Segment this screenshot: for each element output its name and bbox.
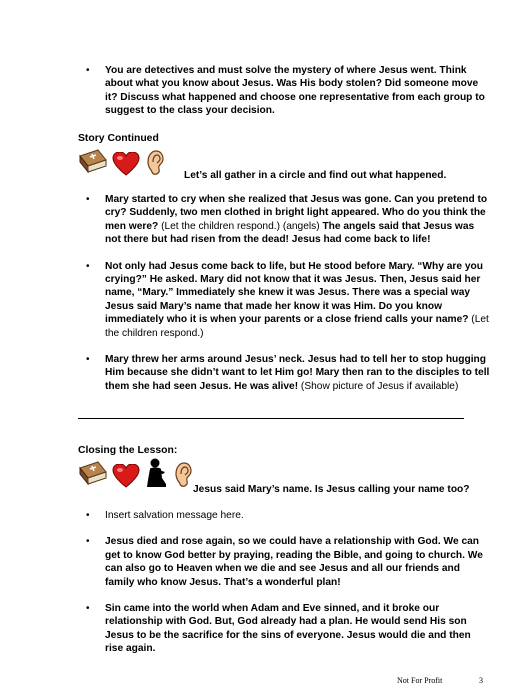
closing-bullet-list	[78, 509, 490, 656]
list-item	[78, 535, 490, 589]
bullet-bold-text: Sin came into the world when Adam and Eve sinned, and it broke our relationship with God. But, God already had a plan. He would send His son Jesus to be the sacrifice for the sins of everyone. Jesus would die and then rise again.	[105, 603, 471, 655]
section-divider	[78, 418, 464, 419]
bible-icon	[78, 148, 108, 176]
closing-icon-row	[78, 458, 192, 488]
list-item	[78, 602, 490, 656]
ear-icon	[172, 462, 192, 488]
list-item	[78, 260, 490, 340]
list-item	[78, 64, 490, 118]
bible-icon	[78, 460, 108, 488]
story-bullet-list	[78, 193, 490, 393]
story-icon-row	[78, 148, 164, 176]
bullet-text: You are detectives and must solve the mystery of where Jesus went. Think about what you know about Jesus. Was His body stolen? Did someone move it? Discuss what happened and choose one representative from each group to suggest to the class your decision.	[105, 65, 485, 117]
list-item	[78, 353, 490, 393]
story-icon-line: Let’s all gather in a circle and find out what happened.	[184, 170, 447, 181]
heart-icon	[112, 152, 140, 176]
list-item	[78, 193, 490, 247]
section-heading-closing: Closing the Lesson:	[78, 445, 178, 456]
bullet-plain-text: Insert salvation message here.	[105, 510, 244, 521]
intro-bullet-list	[78, 64, 490, 118]
bullet-bold-text: Mary started to cry when she realized that Jesus was gone. Can you pretend to cry? Suddenly, two men clothed in bright light appeared. Who do you think the men were?	[105, 194, 488, 232]
bullet-bold-text-2: The angels said that Jesus was not there but had risen from the dead! Jesus had come back to life!	[105, 220, 475, 246]
footer-text: Not For Profit	[397, 676, 443, 685]
bullet-plain-text: (Show picture of Jesus if available)	[298, 380, 459, 392]
praying-child-icon	[144, 458, 170, 488]
page-number: 3	[479, 676, 483, 685]
list-item	[78, 509, 490, 522]
bullet-plain-text: (Let the children respond.)	[105, 314, 489, 339]
bullet-bold-text: Jesus died and rose again, so we could have a relationship with God. We can get to know God better by praying, reading the Bible, and going to church. We can also go to Heaven when we die and see Jesus and all our friends and family who know Jesus. That’s a wonderful plan!	[105, 536, 483, 588]
ear-icon	[144, 150, 164, 176]
section-heading-story: Story Continued	[78, 133, 159, 144]
bullet-plain-text: (Let the children respond.) (angels)	[158, 220, 323, 232]
heart-icon	[112, 464, 140, 488]
closing-icon-line: Jesus said Mary’s name. Is Jesus calling your name too?	[193, 484, 470, 495]
bullet-bold-text: Mary threw her arms around Jesus’ neck. Jesus had to tell her to stop hugging Him because she didn’t want to let Him go! Mary then ran to the disciples to tell them she had seen Jesus. He was alive!	[105, 354, 490, 392]
bullet-bold-text: Not only had Jesus come back to life, but He stood before Mary. “Why are you crying?” He asked. Mary did not know that it was Jesus. Then, Jesus said her name, “Mary.” Immediately she knew it was Jesus. There was a special way Jesus said Mary’s name that made her know it was Him. Do you know immediately who it is when your parents or a close friend calls your name?	[105, 260, 483, 326]
